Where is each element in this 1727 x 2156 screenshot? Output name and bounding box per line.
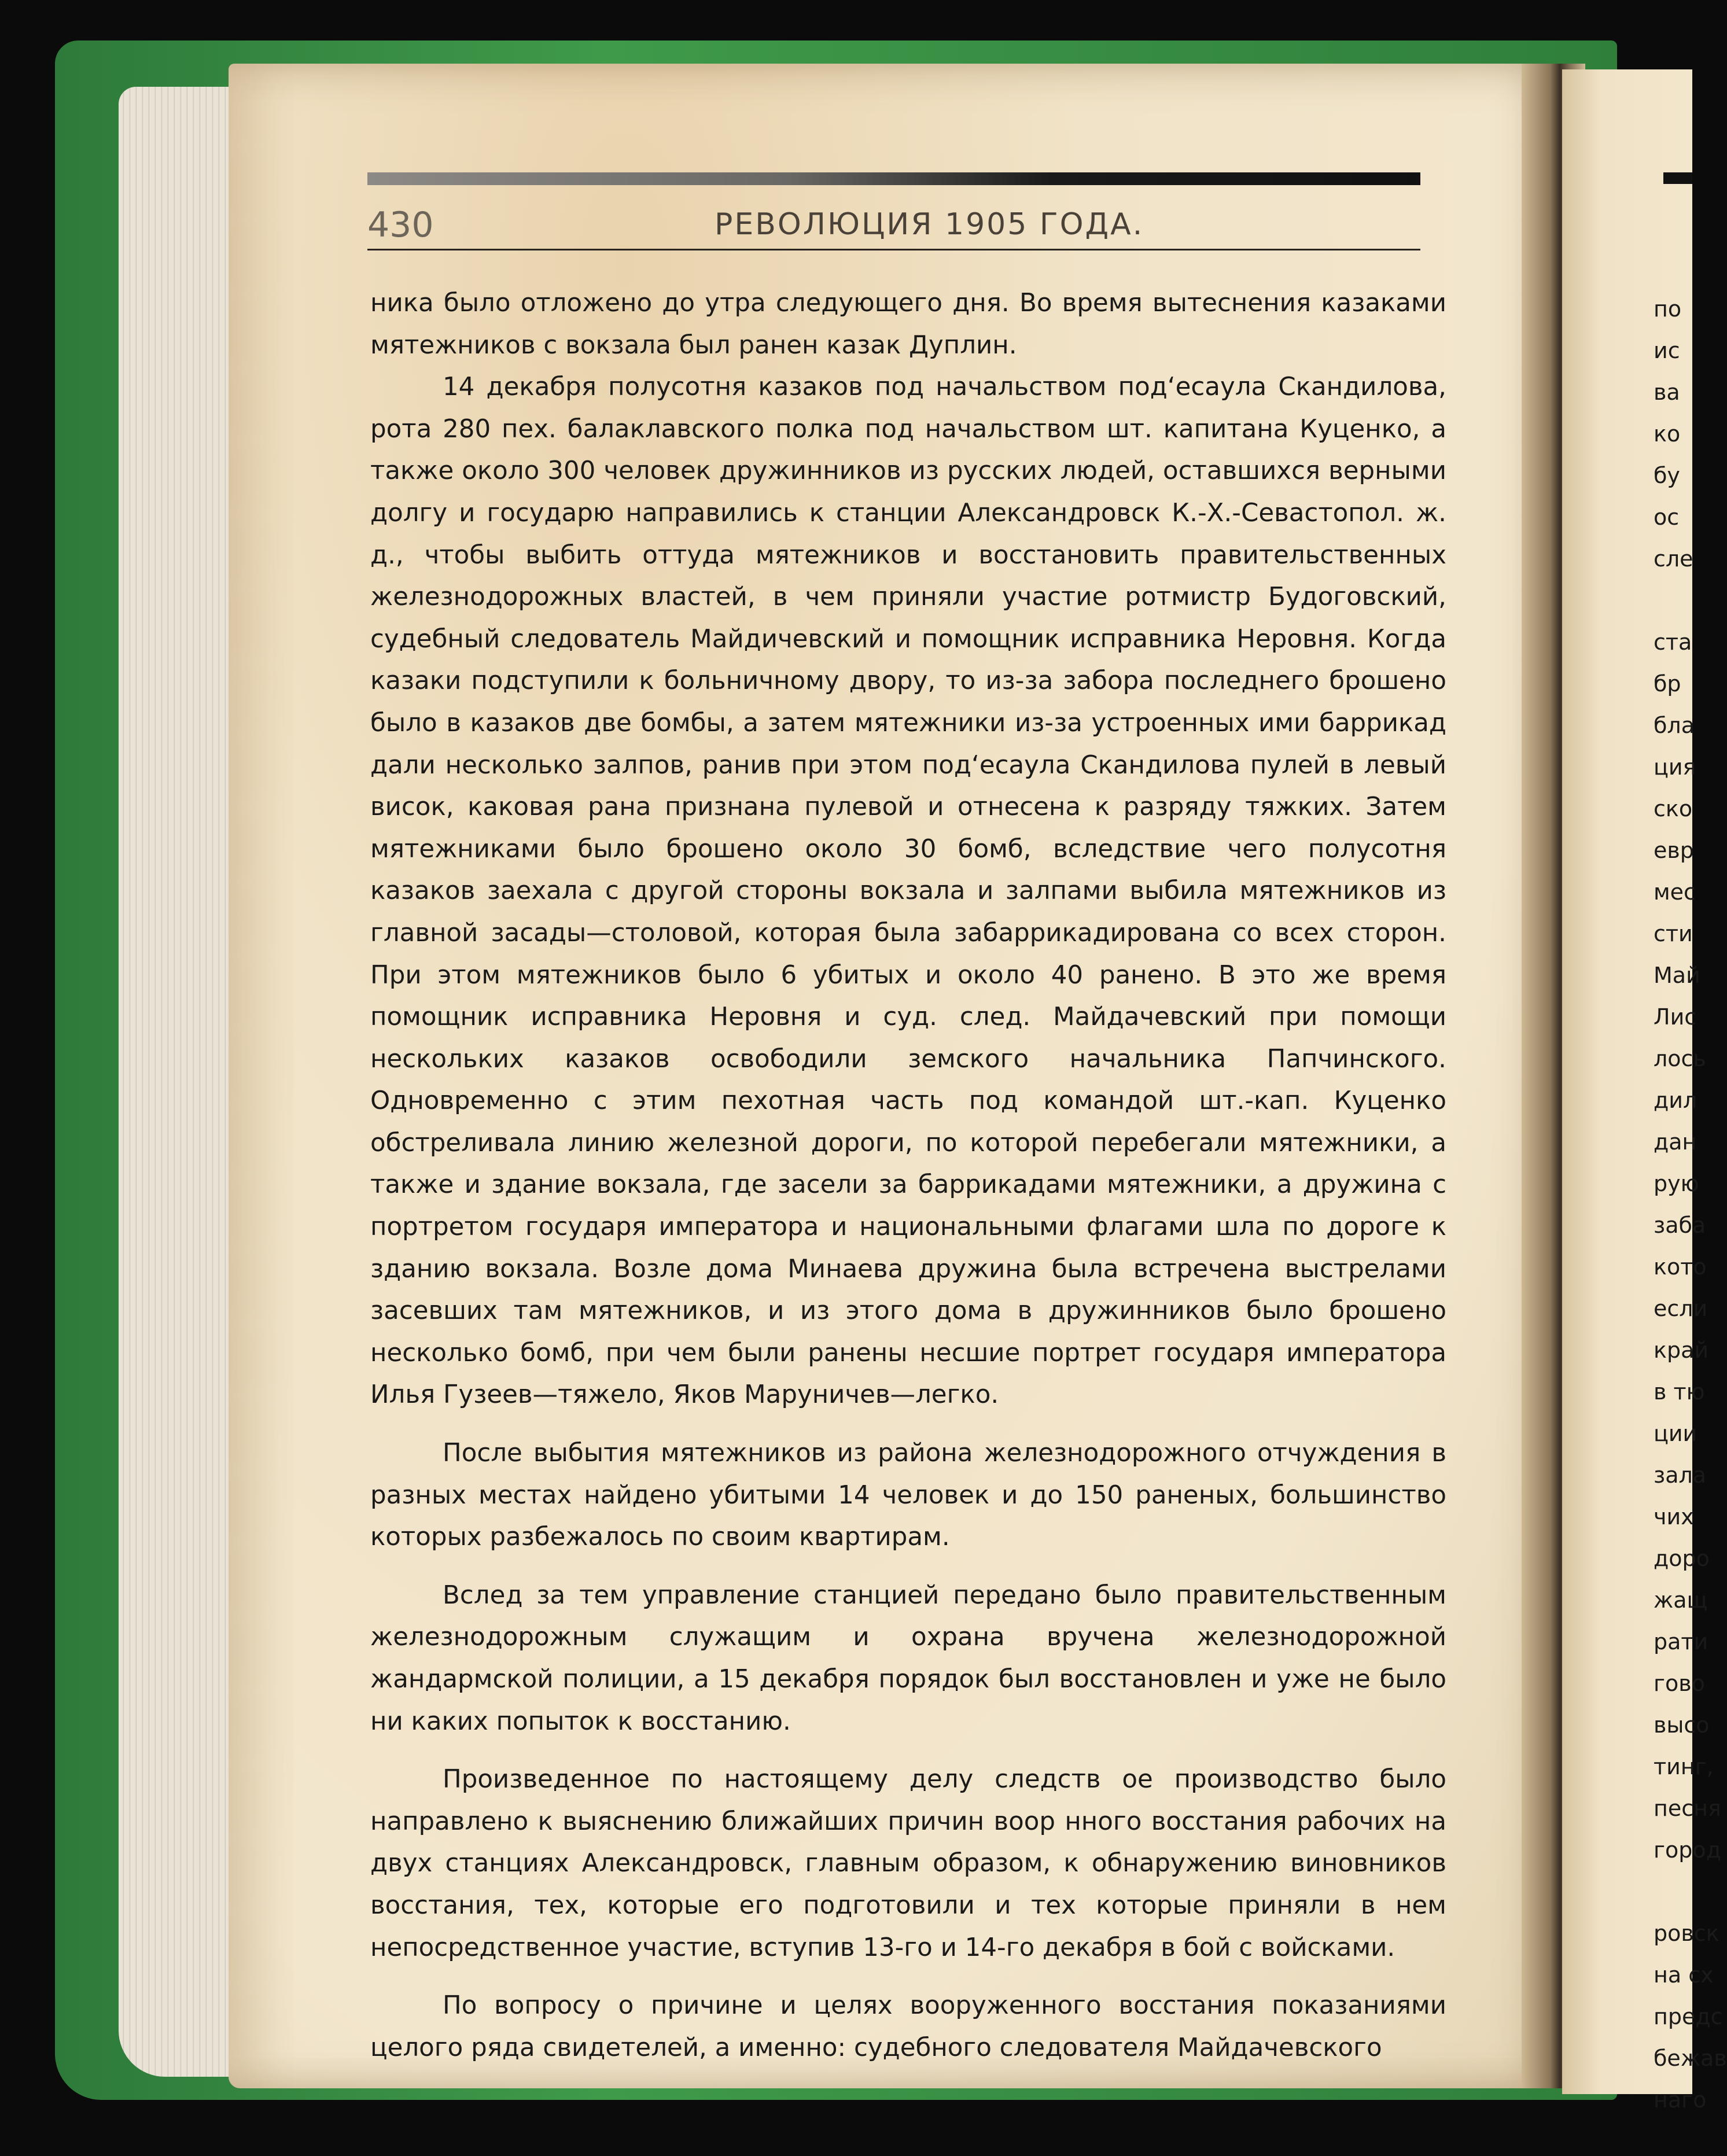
right-page-line: если	[1654, 1296, 1708, 1321]
right-page-line: дан	[1654, 1129, 1697, 1155]
page-number: 430	[367, 205, 434, 245]
right-page-line: сти	[1654, 921, 1693, 946]
paragraph: 14 декабря полусотня казаков под начальством под‘есаула Скандилова, рота 280 пех. балаклавского полка под начальством шт. капитана Куценко, а также около 300 человек дружинников из русских людей, оставшихся верными долгу и государю направились к станции Александровск К.-Х.-Севастопол. ж. д., чтобы выбить оттуда мятежников и восстановить правительственных железнодорожных властей, в чем приняли участие ротмистр Будоговский, судебный следователь Майдичевский и помощник исправника Неровня. Когда казаки подступили к больничному двору, то из-за забора последнего брошено было в казаков две бомбы, а затем мятежники из-за устроенных ими баррикад дали несколько залпов, ранив при этом под‘есаула Скандилова пулей в левый висок, каковая рана признана пулевой и отнесена к разряду тяжких. Затем мятежниками было брошено около 30 бомб, вследствие чего полусотня казаков заехала с другой стороны вокзала и залпами выбила мятежников из главной засады—столовой, которая была забаррикадирована со всех сторон. При этом мятежников было 6 убитых и около 40 ранено. В это же время помощник исправника Неровня и суд. след. Майдачевский при помощи нескольких казаков освободили земского начальника Папчинского. Одновременно с этим пехотная часть под командой шт.-кап. Куценко обстреливала линию железной дороги, по которой перебегали мятежники, а также и здание вокзала, где засели за баррикадами мятежники, а дружина с портретом государя императора и национальными флагами шла по дороге к зданию вокзала. Возле дома Минаева дружина была встречена выстрелами засевших там мятежников, и из этого дома в дружинников было брошено несколько бомб, при чем были ранены несшие портрет государя императора Илья Гузеев—тяжело, Яков Маруничев—легко.	[370, 373, 1446, 1410]
right-page-line: предс	[1654, 2004, 1723, 2029]
right-page-line: по	[1654, 296, 1682, 322]
right-page-line: ско	[1654, 796, 1693, 821]
right-page-line: рати	[1654, 1629, 1708, 1654]
right-page-line: бу	[1654, 463, 1680, 488]
right-page-line: ста	[1654, 629, 1692, 655]
spacer	[1654, 1871, 1692, 1912]
paragraph: Произведенное по настоящему делу следств ое производство было направлено к выяснению ближайших причин воор нного восстания рабочих на двух станциях Александровск, главным образом, к обнаружению виновников восстания, тех, которые его подготовили и тех которые приняли в нем непосредственное участие, вступив 13-го и 14-го декабря в бой с войсками.	[370, 1765, 1446, 1962]
right-page-line: ис	[1654, 338, 1680, 363]
right-page-line: в тю	[1654, 1379, 1705, 1405]
right-page-line: заба	[1654, 1212, 1706, 1238]
right-page-header-bar	[1663, 172, 1692, 184]
spacer	[1654, 580, 1692, 621]
right-page-line: на сх	[1654, 1962, 1714, 1988]
right-page-line: край	[1654, 1337, 1709, 1363]
page-header	[367, 197, 1420, 250]
body-text	[370, 282, 1446, 2069]
right-page-line: бла	[1654, 713, 1695, 738]
right-page-line: бежав	[1654, 2046, 1727, 2071]
right-page-line: кото	[1654, 1254, 1707, 1280]
right-page-line: гово	[1654, 1671, 1705, 1696]
right-page-line: ко	[1654, 421, 1681, 447]
paragraph: По вопросу о причине и целях вооруженного восстания показаниями целого ряда свидетелей, а именно: судебного следователя Майдачевского	[370, 1991, 1446, 2062]
right-page-line: ровск	[1654, 1921, 1719, 1946]
right-page-line: песня	[1654, 1796, 1721, 1821]
right-page-line: жащ	[1654, 1587, 1708, 1613]
right-page-line: дил	[1654, 1088, 1697, 1113]
right-page-line: наго	[1654, 2087, 1707, 2113]
paragraph: ника было отложено до утра следующего дня. Во время вытеснения казаками мятежников с вокзала был ранен казак Дуплин.	[370, 289, 1446, 360]
right-page-line: ос	[1654, 504, 1680, 530]
paragraph: Вслед за тем управление станцией передано было правительственным железнодорожным служащим и охрана вручена железнодорожной жандармской полиции, а 15 декабря порядок был восстановлен и уже не было ни каких попыток к восстанию.	[370, 1580, 1446, 1736]
right-page-line: евр	[1654, 838, 1694, 863]
right-page-line: зала	[1654, 1462, 1707, 1488]
right-page-line: рую	[1654, 1171, 1699, 1196]
right-page-line: ва	[1654, 379, 1680, 405]
right-page-text-fragments	[1654, 288, 1727, 2121]
right-page-line: Лис	[1654, 1004, 1697, 1030]
right-page-line: лось	[1654, 1046, 1706, 1071]
header-rule-bar	[367, 172, 1420, 185]
right-page-line: ции	[1654, 1421, 1697, 1446]
right-page-line: бр	[1654, 671, 1681, 696]
right-page-line: город	[1654, 1837, 1721, 1863]
right-page-line: тинг,	[1654, 1754, 1714, 1779]
right-page-line: ция	[1654, 754, 1696, 780]
right-page-line: высо	[1654, 1712, 1710, 1738]
right-page-line: доро	[1654, 1546, 1710, 1571]
right-page-line: Май	[1654, 963, 1700, 988]
right-page-line: сле	[1654, 546, 1693, 572]
running-title: РЕВОЛЮЦИЯ 1905 ГОДА.	[715, 207, 1144, 242]
paragraph: После выбытия мятежников из района железнодорожного отчуждения в разных местах найдено убитыми 14 человек и до 150 раненых, большинство которых разбежалось по своим квартирам.	[370, 1439, 1446, 1552]
right-page-line: чих	[1654, 1504, 1694, 1530]
right-page-line: мес	[1654, 879, 1696, 905]
